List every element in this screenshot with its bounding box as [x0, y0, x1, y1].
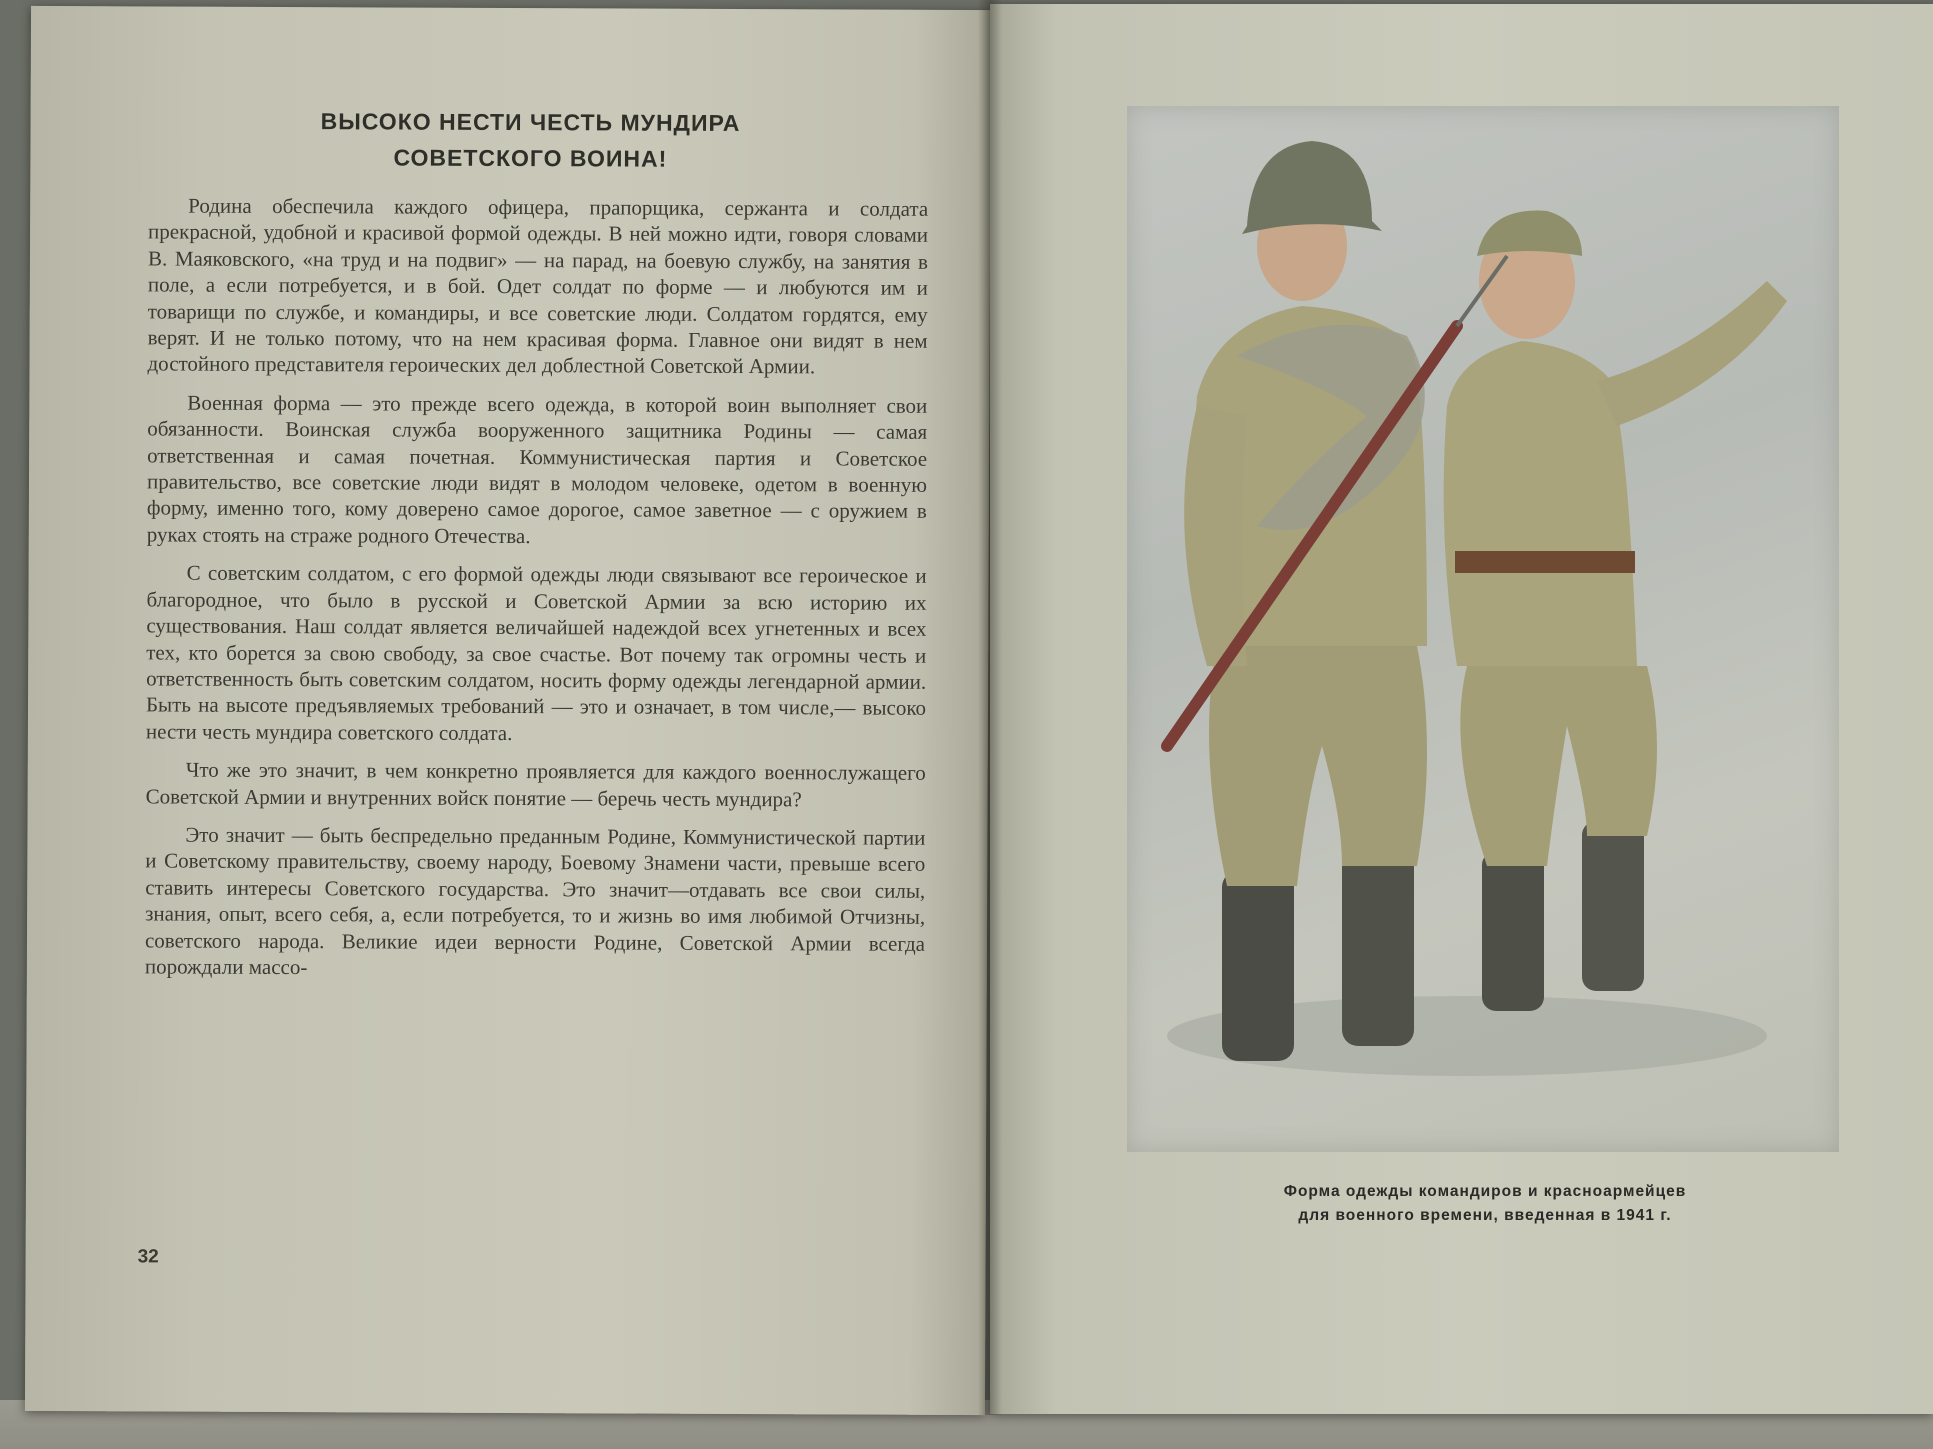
- right-soldier-boot-right: [1582, 821, 1644, 991]
- caption-line-1: Форма одежды командиров и красноармейцев: [1283, 1183, 1687, 1200]
- body-text: [145, 192, 928, 995]
- caption-line-2: для военного времени, введенная в 1941 г.: [1298, 1207, 1672, 1224]
- uniform-illustration: [1127, 106, 1839, 1152]
- left-soldier-boot-left: [1222, 871, 1294, 1061]
- left-soldier-arm: [1184, 406, 1247, 666]
- chapter-title-line-1: ВЫСОКО НЕСТИ ЧЕСТЬ МУНДИРА: [320, 108, 741, 137]
- chapter-title: [260, 103, 800, 177]
- book-gutter: [978, 0, 1002, 1415]
- right-soldier-boot-left: [1482, 851, 1544, 1011]
- helmet-icon: [1242, 141, 1382, 234]
- right-soldier-trousers: [1460, 666, 1657, 866]
- left-page: [25, 6, 991, 1415]
- soldiers-drawing: [1127, 106, 1839, 1152]
- paragraph: Родина обеспечила каждого офицера, прапорщика, сержанта и солдата прекрасной, удобной и красивой формой одежды. В ней можно идти, говоря словами В. Маяковского, «на труд и на подвиг» — на парад, на боевую службу, на занятия в поле, а если потребуется, и в бой. Одет солдат по форме — и любуются им и товарищи по службе, и командиры, и все советские люди. Солдатом гордятся, ему верят. И не только потому, что на нем красивая форма. Главное они видят в нем достойного представителя героических дел доблестной Советской Армии.: [147, 193, 929, 379]
- right-soldier-belt: [1455, 551, 1635, 573]
- left-soldier-trousers: [1209, 646, 1427, 886]
- left-soldier-boot-right: [1342, 846, 1414, 1046]
- paragraph: Это значит — быть беспредельно преданным Родине, Коммунистической партии и Советскому правительству, своему народу, Боевому Знамени части, превыше всего ставить интересы Советского государства. Это значит—отдавать все свои силы, знания, опыт, всего себя, а, если потребуется, то и жизнь во имя любимой Отчизны, советского народа. Великие идеи верности Родине, Советской Армии всегда порождали массо-: [144, 822, 926, 980]
- right-soldier-cap: [1477, 211, 1582, 256]
- paragraph: Что же это значит, в чем конкретно проявляется для каждого военнослужащего Советской Армии и внутренних войск понятие — беречь честь мундира?: [145, 757, 926, 811]
- soldier-right: [1444, 211, 1787, 1011]
- page-number: 32: [137, 1246, 159, 1268]
- soldier-left: [1184, 141, 1427, 1061]
- paragraph: Военная форма — это прежде всего одежда, в которой воин выполняет свои обязанности. Воинская служба вооруженного защитника Родины — самая ответственная и самая почетная. Коммунистическая партия и Советское правительство, все советские люди видят в молодом человеке, одетом в военную форму, именно того, кому доверено самое дорогое, самое заветное — с оружием в руках стоять на страже родного Отечества.: [146, 390, 928, 548]
- illustration-caption: [1150, 1180, 1820, 1228]
- chapter-title-line-2: СОВЕТСКОГО ВОИНА!: [393, 144, 668, 172]
- paragraph: С советским солдатом, с его формой одежды люди связывают все героическое и благородное, что было в русской и Советской Армии за всю историю их существования. Наш солдат является величайшей надеждой всех угнетенных и всех тех, кто борется за свою свободу, за свое счастье. Вот почему так огромны честь и ответственность быть советским солдатом, носить форму одежды легендарной армии. Быть на высоте предъявляемых требований — это и означает, в том числе,— высоко нести честь мундира советского солдата.: [145, 560, 927, 745]
- right-soldier-arm: [1597, 281, 1787, 426]
